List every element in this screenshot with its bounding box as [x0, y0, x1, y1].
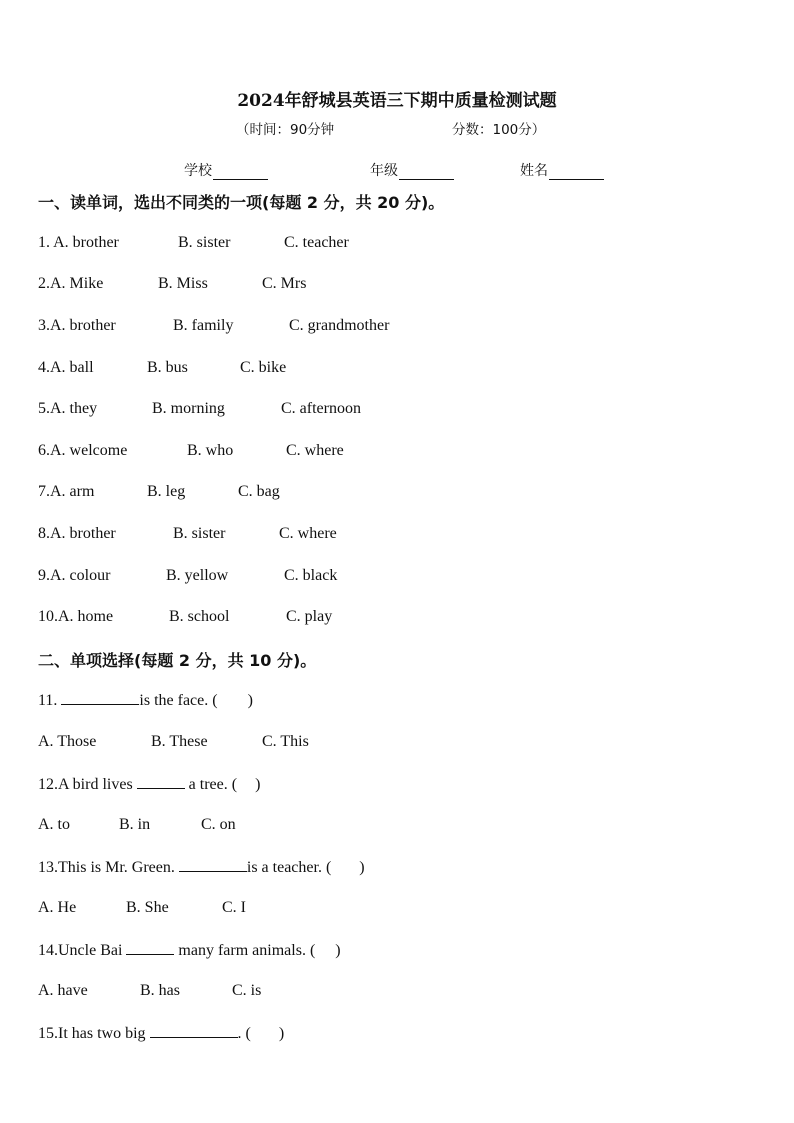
- option-c: C. Mrs: [262, 275, 307, 292]
- option-a: 1. A. brother: [38, 234, 119, 251]
- option-b: B. bus: [147, 359, 188, 376]
- option-c: C. grandmother: [289, 317, 390, 334]
- answer-blank[interactable]: [179, 856, 247, 872]
- question-text: 15.It has two big: [38, 1025, 150, 1042]
- option-c: C. I: [222, 899, 246, 916]
- option-a: 10.A. home: [38, 608, 114, 625]
- option-b: B. yellow: [166, 567, 229, 584]
- option-b: B. family: [173, 317, 234, 334]
- option-c: C. afternoon: [281, 400, 361, 417]
- option-c: C. play: [286, 608, 333, 625]
- paren-close: ): [255, 776, 261, 793]
- option-b: B. morning: [152, 400, 225, 417]
- option-c: C. is: [232, 982, 262, 999]
- school-blank[interactable]: [213, 165, 268, 180]
- question-text: 14.Uncle Bai: [38, 942, 127, 959]
- question-text: 11.: [38, 692, 62, 709]
- option-c: C. on: [201, 816, 236, 833]
- question-14: [38, 939, 341, 961]
- option-a: 2.A. Mike: [38, 275, 104, 292]
- option-a: 4.A. ball: [38, 359, 94, 376]
- option-b: B. who: [187, 442, 234, 459]
- option-c: C. where: [279, 525, 337, 542]
- question-15: [38, 1022, 284, 1044]
- option-a: 6.A. welcome: [38, 442, 128, 459]
- paren-close: ): [335, 942, 341, 959]
- page-title: 2024年舒城县英语三下期中质量检测试题: [237, 91, 557, 111]
- option-a: A. have: [38, 982, 88, 999]
- option-b: B. sister: [178, 234, 231, 251]
- grade-label: 年级: [370, 163, 398, 179]
- option-c: C. bag: [238, 483, 280, 500]
- question-12: [38, 773, 260, 795]
- option-b: B. sister: [173, 525, 226, 542]
- option-a: 9.A. colour: [38, 567, 111, 584]
- option-a: 7.A. arm: [38, 483, 95, 500]
- answer-blank[interactable]: [150, 1022, 238, 1038]
- question-text-end: is the face. (: [139, 692, 218, 709]
- option-a: 8.A. brother: [38, 525, 116, 542]
- question-11: [38, 689, 253, 711]
- option-b: B. These: [151, 733, 208, 750]
- option-c: C. black: [284, 567, 338, 584]
- option-b: B. in: [119, 816, 151, 833]
- option-a: A. He: [38, 899, 77, 916]
- option-a: A. to: [38, 816, 70, 833]
- exam-score: 分数：100分）: [452, 122, 546, 138]
- exam-time: （时间：90分钟: [236, 122, 335, 138]
- option-c: C. teacher: [284, 234, 349, 251]
- question-text: 13.This is Mr. Green.: [38, 859, 179, 876]
- option-a: 3.A. brother: [38, 317, 116, 334]
- option-a: A. Those: [38, 733, 97, 750]
- question-text-end: a tree. (: [184, 776, 238, 793]
- name-label: 姓名: [520, 163, 548, 179]
- paren-close: ): [359, 859, 365, 876]
- question-text: 12.A bird lives: [38, 776, 137, 793]
- option-c: C. This: [262, 733, 309, 750]
- option-b: B. leg: [147, 483, 186, 500]
- paren-close: ): [247, 692, 253, 709]
- name-blank[interactable]: [549, 165, 604, 180]
- option-b: B. has: [140, 982, 180, 999]
- name-field[interactable]: [520, 160, 604, 180]
- school-field[interactable]: [184, 160, 268, 180]
- section-2-heading: 二、单项选择(每题 2 分，共 10 分)。: [38, 651, 317, 670]
- section-1-heading: 一、读单词，选出不同类的一项(每题 2 分，共 20 分)。: [38, 193, 445, 212]
- option-b: B. She: [126, 899, 169, 916]
- option-c: C. where: [286, 442, 344, 459]
- question-text-end: many farm animals. (: [174, 942, 316, 959]
- option-c: C. bike: [240, 359, 287, 376]
- question-text-end: . (: [237, 1025, 251, 1042]
- grade-field[interactable]: [370, 160, 454, 180]
- option-b: B. school: [169, 608, 230, 625]
- question-13: [38, 856, 365, 878]
- school-label: 学校: [184, 163, 212, 179]
- answer-blank[interactable]: [126, 939, 174, 955]
- option-b: B. Miss: [158, 275, 208, 292]
- answer-blank[interactable]: [61, 689, 139, 705]
- paren-close: ): [278, 1025, 285, 1042]
- grade-blank[interactable]: [399, 165, 454, 180]
- answer-blank[interactable]: [137, 773, 185, 789]
- question-text-end: is a teacher. (: [246, 859, 332, 876]
- option-a: 5.A. they: [38, 400, 98, 417]
